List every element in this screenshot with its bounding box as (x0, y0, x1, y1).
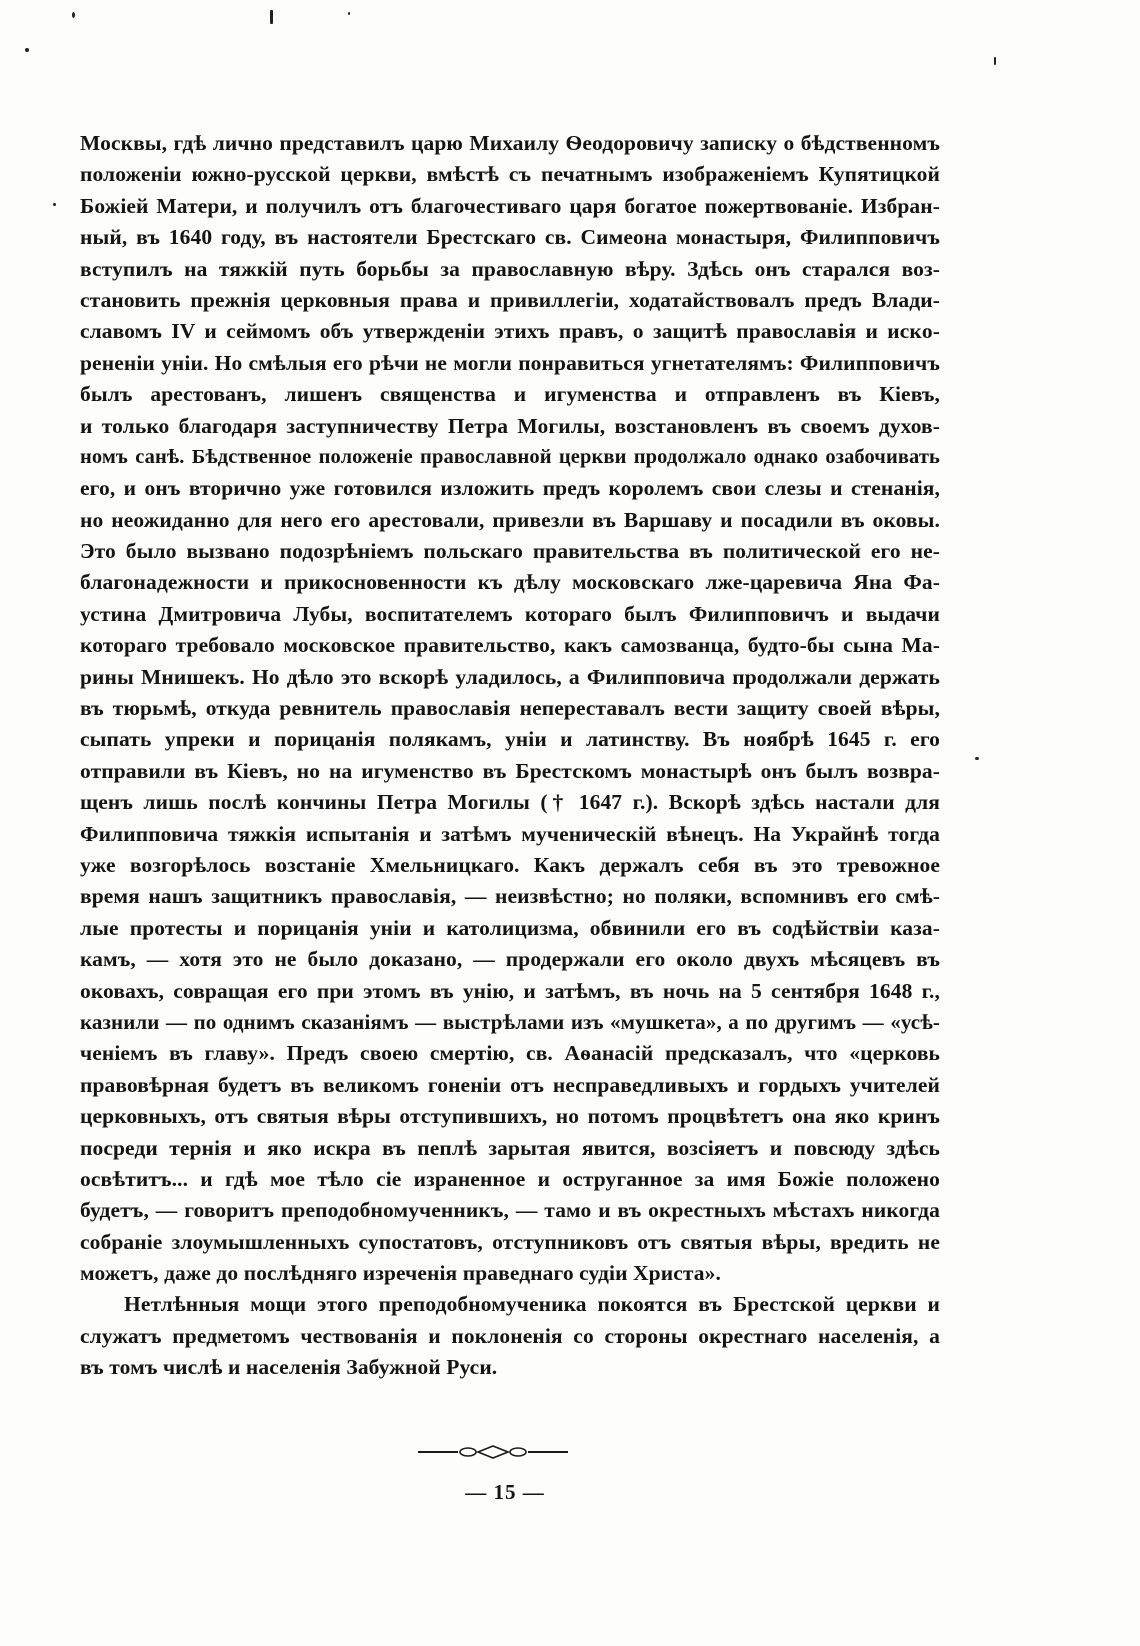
text-line: Божіей Матери, и получилъ отъ благочестиваго царя богатое пожертвованіе. Избран- (80, 193, 940, 218)
text-line: сыпать упреки и порицанія полякамъ, уніи и латинству. Въ ноябрѣ 1645 г. его (80, 727, 940, 752)
text-line: становить прежнія церковныя права и привиллегіи, ходатайствовалъ предъ Влади- (80, 287, 940, 312)
main-text (80, 128, 940, 1384)
text-line: оковахъ, совращая его при этомъ въ унію, и затѣмъ, въ ночь на 5 сентября 1648 г., (80, 978, 940, 1003)
text-line: но неожиданно для него его арестовали, привезли въ Варшаву и посадили въ оковы. (80, 507, 940, 532)
text-line: Филипповича тяжкія испытанія и затѣмъ мученическій вѣнецъ. На Украйнѣ тогда (80, 821, 940, 846)
text-line: положеніи южно-русской церкви, вмѣстѣ съ печатнымъ изображеніемъ Купятицкой (80, 162, 940, 187)
text-line: номъ санѣ. Бѣдственное положеніе православной церкви продолжало однако озабочивать (80, 445, 940, 468)
scan-speck (994, 57, 996, 65)
text-line: славомъ IV и сеймомъ объ утвержденіи этихъ правъ, о защитѣ православія и искο- (80, 319, 940, 344)
text-line: лые протесты и порицанія уніи и католицизма, обвинили его въ содѣйствіи каза- (80, 915, 940, 940)
page-number: — 15 — (465, 1480, 545, 1504)
text-line: Нетлѣнныя мощи этого преподобномученика покоятся въ Брестской церкви и (124, 1292, 940, 1317)
text-line: щенъ лишь послѣ кончины Петра Могилы († 1647 г.). Вскорѣ здѣсь настали для (80, 790, 940, 815)
text-line: церковныхъ, отъ святыя вѣры отступившихъ, но потомъ процвѣтетъ она яко кринъ (80, 1104, 940, 1129)
scan-speck (975, 757, 979, 760)
text-line: казнили — по однимъ сказаніямъ — выстрѣлами изъ «мушкета», а по другимъ — «усѣ- (80, 1009, 940, 1034)
text-line: правовѣрная будетъ въ великомъ гоненіи отъ несправедливыхъ и гордыхъ учителей (80, 1072, 940, 1097)
text-line: въ томъ числѣ и населенія Забужной Руси. (80, 1355, 498, 1380)
text-line: собраніе злоумышленныхъ супостатовъ, отступниковъ отъ святыя вѣры, вредить не (80, 1229, 940, 1254)
text-line: и только благодаря заступничеству Петра Могилы, возстановленъ въ своемъ духов- (80, 413, 940, 438)
scan-speck (53, 203, 56, 206)
text-line: посреди тернія и яко искра въ пеплѣ зарытая явится, возсіяетъ и повсюду здѣсь (80, 1135, 940, 1160)
text-line: былъ арестованъ, лишенъ священства и игуменства и отправленъ въ Кіевъ, (80, 382, 940, 407)
text-line: рененіи уніи. Но смѣлыя его рѣчи не могли понравиться угнетателямъ: Филипповичъ (80, 350, 940, 375)
scan-speck (72, 12, 75, 18)
text-line: вступилъ на тяжкій путь борьбы за православную вѣру. Здѣсь онъ старался воз- (80, 256, 940, 281)
text-line: въ тюрьмѣ, откуда ревнитель православія непереставалъ вести защиту своей вѣры, (80, 696, 940, 721)
text-line: Москвы, гдѣ лично представилъ царю Михаилу Ѳеодоровичу записку о бѣдственномъ (80, 131, 940, 155)
text-line: камъ, — хотя это не было доказано, — продержали его около двухъ мѣсяцевъ въ (80, 947, 940, 972)
scan-speck (348, 12, 350, 15)
text-line: ный, въ 1640 году, въ настоятели Брестскаго св. Симеона монастыря, Филипповичъ (80, 225, 940, 250)
text-line: котораго требовало московское правительство, какъ самозванца, будто-бы сына Ма- (80, 633, 940, 658)
text-line: его, и онъ вторично уже готовился изложить предъ королемъ свои слезы и стенанія, (80, 476, 940, 501)
text-line: благонадежности и прикосновенности къ дѣлу московскаго лже-царевича Яна Фа- (80, 570, 940, 595)
text-line: служатъ предметомъ чествованія и поклоненія со стороны окрестнаго населенія, а (80, 1323, 940, 1348)
text-line: рины Мнишекъ. Но дѣло это вскорѣ уладилось, а Филипповича продолжали держать (80, 664, 940, 689)
text-line: можетъ, даже до послѣдняго изреченія праведнаго судіи Христа». (80, 1261, 721, 1286)
text-line: Это было вызвано подозрѣніемъ польскаго правительства въ политической его не- (80, 539, 940, 564)
text-line: устина Дмитровича Лубы, воспитателемъ котораго былъ Филипповичъ и выдачи (80, 601, 940, 626)
scan-speck (270, 10, 273, 24)
text-line: будетъ, — говоритъ преподобномученникъ, — тамо и въ окрестныхъ мѣстахъ никогда (80, 1198, 940, 1223)
ornament-divider (418, 1444, 568, 1460)
scan-speck (25, 48, 29, 52)
text-line: время нашъ защитникъ православія, — неизвѣстно; но поляки, вспомнивъ его смѣ- (80, 884, 940, 909)
text-line: уже возгорѣлось возстаніе Хмельницкаго. Какъ держалъ себя въ это тревожное (80, 852, 940, 877)
text-line: ченіемъ въ главу». Предъ своею смертію, св. Аѳанасій предсказалъ, что «церковь (80, 1041, 940, 1066)
text-line: отправили въ Кіевъ, но на игуменство въ Брестскомъ монастырѣ онъ былъ возвра- (80, 758, 940, 783)
text-line: освѣтитъ... и гдѣ мое тѣло сіе израненное и оструганное за имя Божіе положено (80, 1166, 940, 1191)
